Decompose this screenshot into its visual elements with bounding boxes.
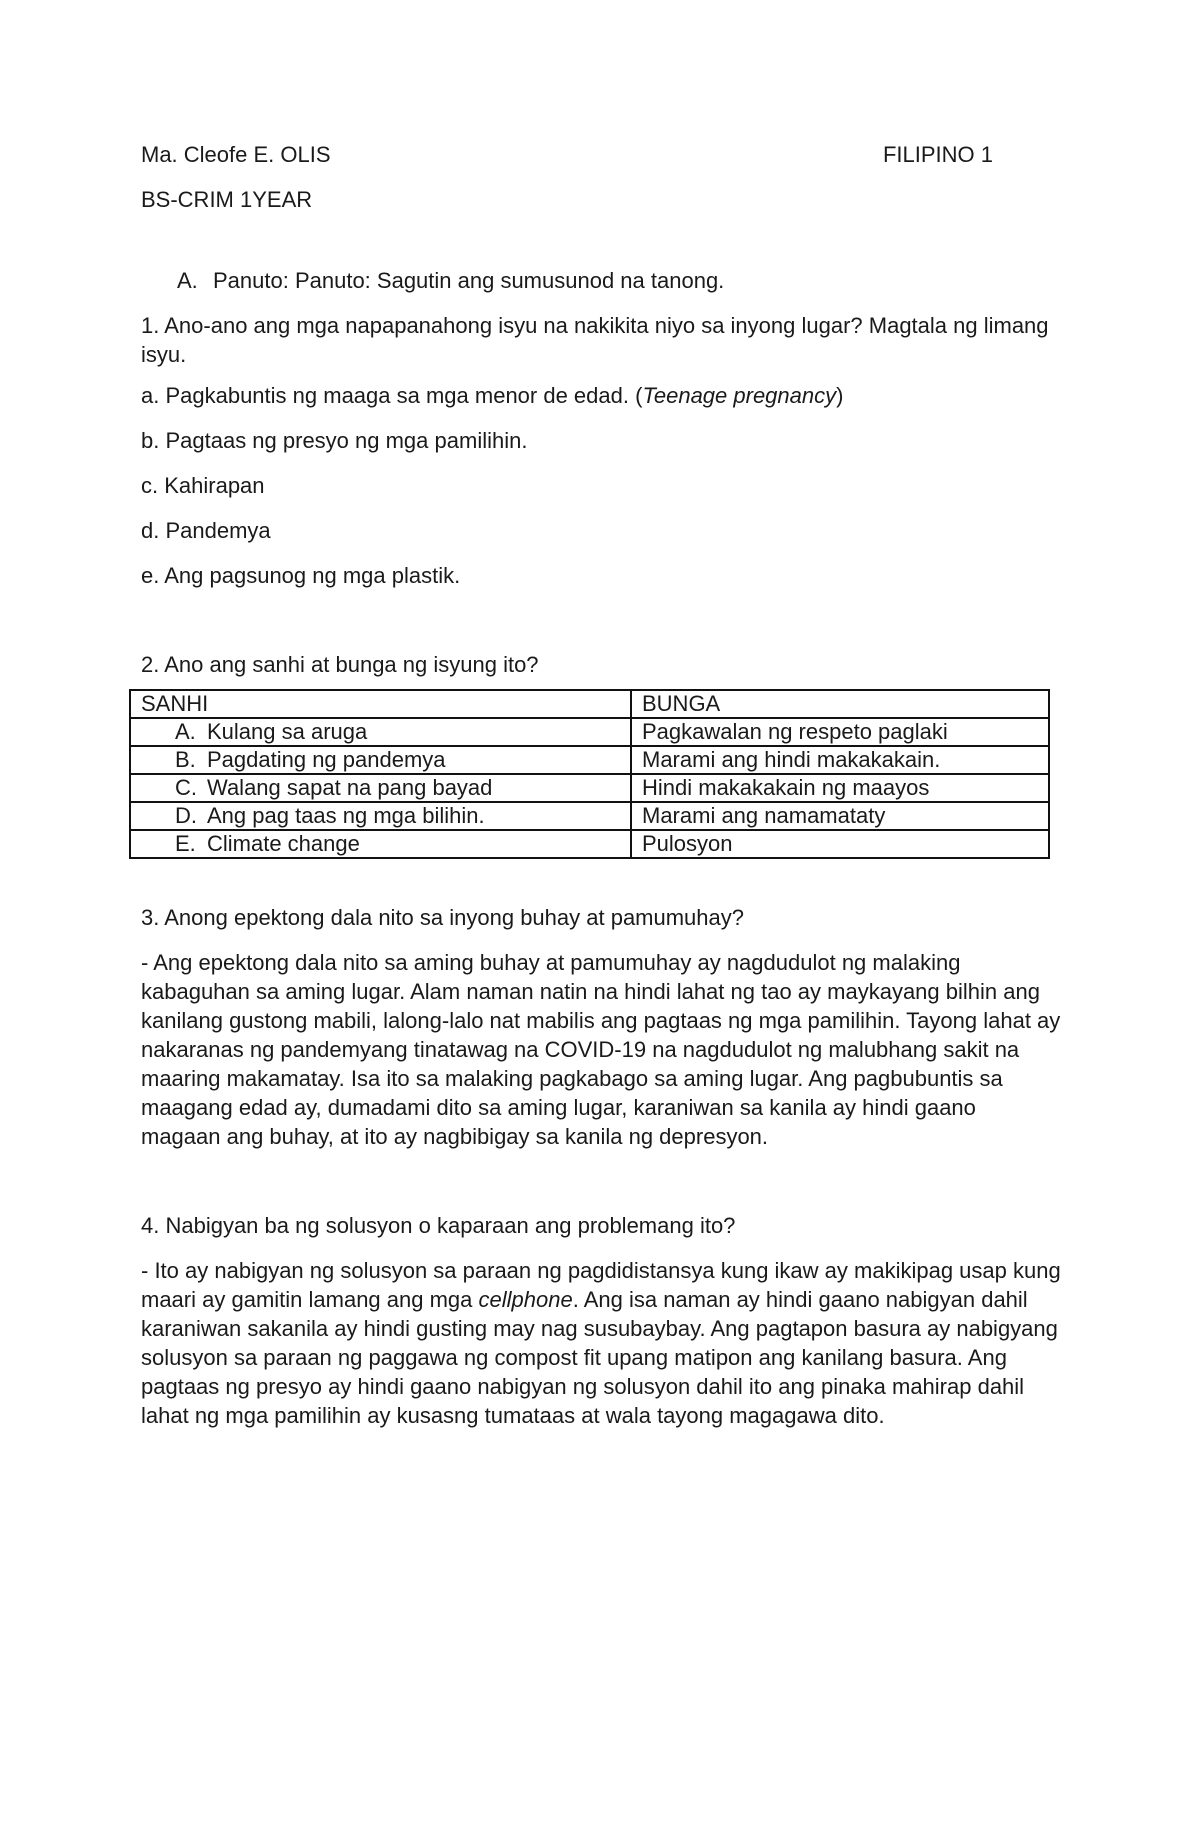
issue-item-e: e. Ang pagsunog ng mga plastik. [141,563,461,588]
table-cell-cause: D. Ang pag taas ng mga bilihin. [130,802,631,830]
cause-effect-table [129,689,1050,859]
question-1: 1. Ano-ano ang mga napapanahong isyu na nakikita niyo sa inyong lugar? Magtala ng limang isyu. [141,313,1049,367]
table-header-sanhi: SANHI [130,690,631,718]
answer-3: - Ang epektong dala nito sa aming buhay at pamumuhay ay nagdudulot ng malaking kabaguhan sa aming lugar. Alam naman natin na hindi lahat ng tao ay maykayang bilhin ang kanilang gustong mabili, lalong-lalo nat mabilis ang pagtaas ng mga pamilihin. Tayong lahat ay nakaranas ng pandemyang tinatawag na COVID-19 na nagdudulot ng malubhang sakit na maaring makamatay. Isa ito sa malaking pagkabago sa aming lugar. Ang pagbubuntis sa maagang edad ay, dumadami dito sa aming lugar, karaniwan sa kanila ay hindi gaano magaan ang buhay, at ito ay nagbibigay sa kanila ng depresyon. [141,950,1061,1149]
student-name: Ma. Cleofe E. OLIS [141,142,331,167]
table-cell-effect: Pagkawalan ng respeto paglaki [631,718,1049,746]
table-row [130,802,1049,830]
question-3: 3. Anong epektong dala nito sa inyong buhay at pamumuhay? [141,905,745,930]
table-row [130,830,1049,858]
table-cell-cause: C. Walang sapat na pang bayad [130,774,631,802]
instruction-text: Panuto: Panuto: Sagutin ang sumusunod na tanong. [213,268,725,293]
table-cell-effect: Marami ang hindi makakakain. [631,746,1049,774]
table-row [130,718,1049,746]
table-cell-effect: Marami ang namamataty [631,802,1049,830]
issue-item-c: c. Kahirapan [141,473,265,498]
issue-item-b: b. Pagtaas ng presyo ng mga pamilihin. [141,428,528,453]
table-header-bunga: BUNGA [631,690,1049,718]
question-2: 2. Ano ang sanhi at bunga ng isyung ito? [141,652,539,677]
answer-4: - Ito ay nabigyan ng solusyon sa paraan ng pagdidistansya kung ikaw ay makikipag usap kung maari ay gamitin lamang ang mga cellphone. Ang isa naman ay hindi gaano nabigyan dahil karaniwan sakanila ay hindi gusting may nag susubaybay. Ang pagtapon basura ay nabigyang solusyon sa paraan ng paggawa ng compost fit upang matipon ang kanilang basura. Ang pagtaas ng presyo ay hindi gaano nabigyan ng solusyon dahil ito ang pinaka mahirap dahil lahat ng mga pamilihin ay kusasng tumataas at wala tayong magagawa dito. [141,1258,1061,1428]
table-cell-cause: E. Climate change [130,830,631,858]
document-content [141,140,1061,1430]
issue-list [141,381,1061,590]
table-row [130,774,1049,802]
header-row [141,140,993,169]
program-label: BS-CRIM 1YEAR [141,187,313,212]
table-row [130,746,1049,774]
instruction-letter: A. [177,268,198,293]
question-4: 4. Nabigyan ba ng solusyon o kaparaan ang problemang ito? [141,1213,736,1238]
table-header-row [130,690,1049,718]
table-cell-effect: Pulosyon [631,830,1049,858]
instruction-line [141,266,1061,295]
table-cell-effect: Hindi makakakain ng maayos [631,774,1049,802]
issue-item-d: d. Pandemya [141,518,271,543]
table-cell-cause: B. Pagdating ng pandemya [130,746,631,774]
table-cell-cause: A. Kulang sa aruga [130,718,631,746]
issue-item-a: a. Pagkabuntis ng maaga sa mga menor de edad. (Teenage pregnancy) [141,383,844,408]
subject-label: FILIPINO 1 [882,142,993,167]
